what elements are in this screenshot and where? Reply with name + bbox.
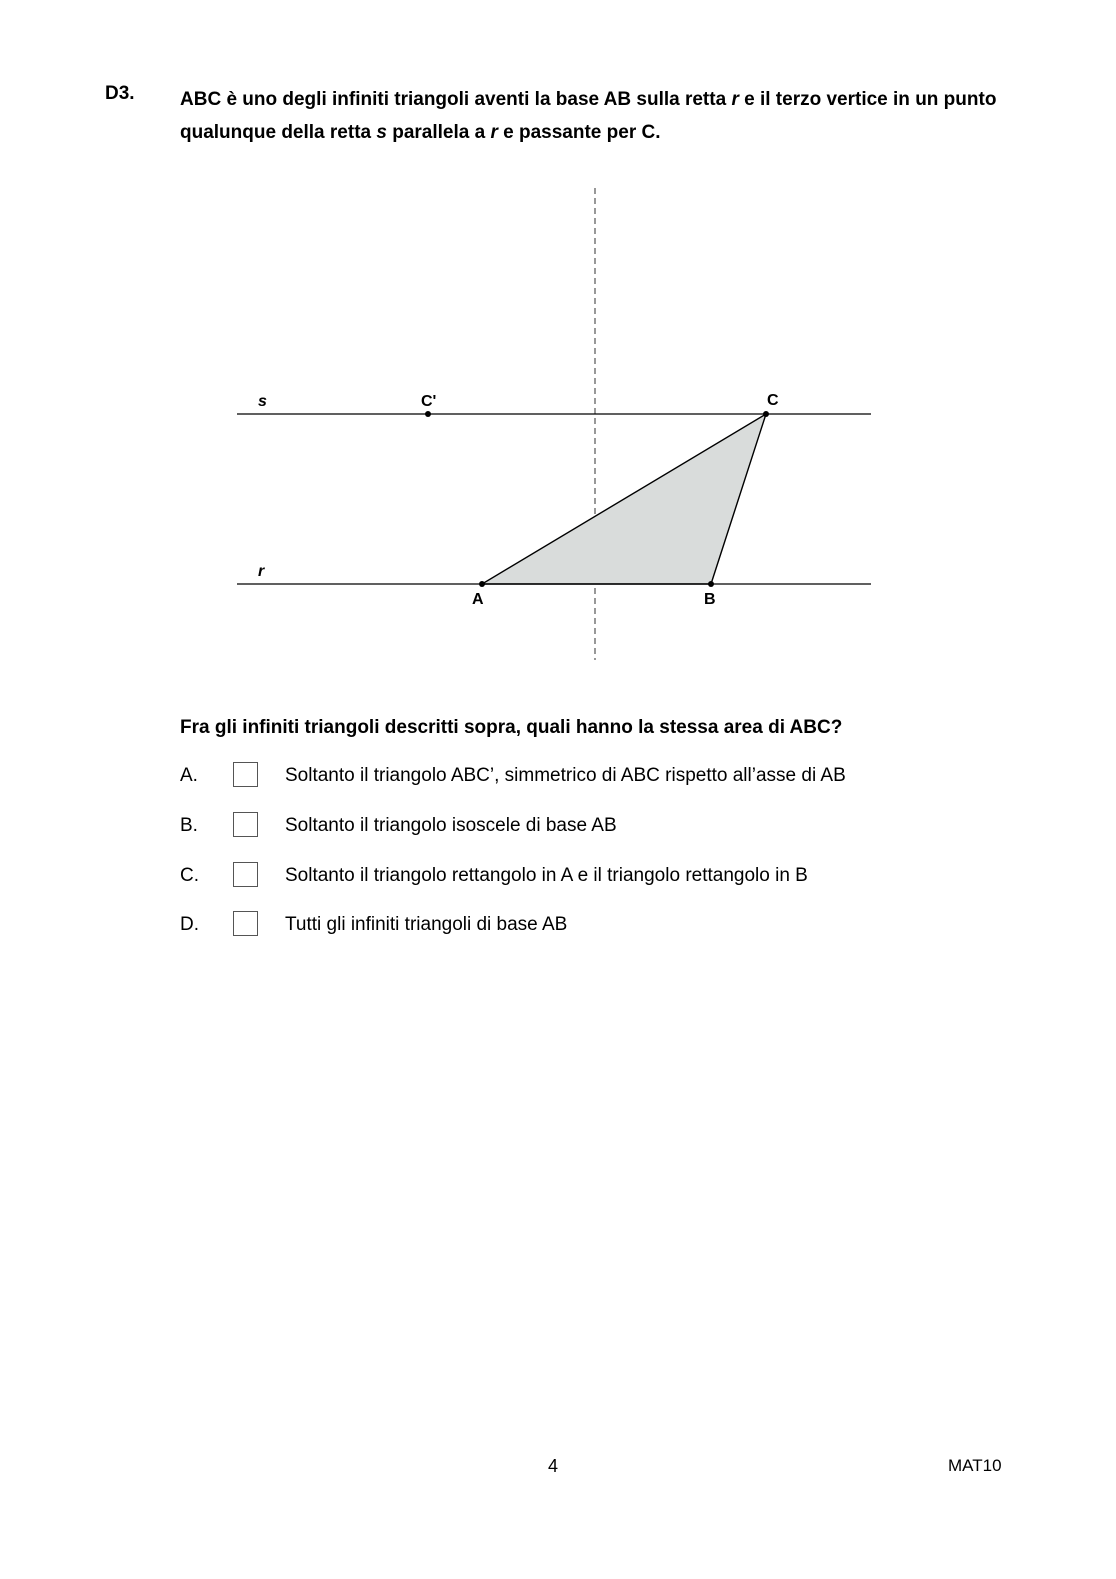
geometry-figure [0,0,1116,700]
line-r-label: r [258,563,265,580]
option-checkbox[interactable] [233,911,258,936]
point-c [763,411,769,417]
page-number: 4 [548,1456,559,1476]
option-letter: B. [180,815,198,836]
option-letter: D. [180,914,199,935]
label-a: A [472,591,484,608]
line-r-ref: r [490,122,498,143]
option-text: Soltanto il triangolo isoscele di base AB [285,815,617,836]
question-text-part: parallela a [386,122,491,143]
question-prompt: Fra gli infiniti triangoli descritti sopra, quali hanno la stessa area di ABC? [180,717,843,738]
option-letter: A. [180,765,198,786]
line-s-label: s [258,393,267,410]
document-code: MAT10 [948,1456,1002,1475]
point-c-prime [425,411,431,417]
option-checkbox[interactable] [233,862,258,887]
option-text: Soltanto il triangolo ABC’, simmetrico di ABC rispetto all’asse di AB [285,765,846,786]
triangle-abc [482,414,766,584]
option-letter: C. [180,865,199,886]
line-r-ref: r [731,89,739,110]
option-text: Soltanto il triangolo rettangolo in A e il triangolo rettangolo in B [285,865,808,886]
question-text-part: e il terzo vertice in un punto qualunque della retta [180,89,997,143]
label-c-prime: C' [421,393,437,410]
point-a [479,581,485,587]
line-s-ref: s [376,122,387,143]
question-number: D3. [105,83,135,104]
label-b: B [704,591,716,608]
question-text-part: e passante per C. [497,122,661,143]
point-b [708,581,714,587]
label-c: C [767,392,779,409]
option-checkbox[interactable] [233,812,258,837]
option-text: Tutti gli infiniti triangoli di base AB [285,914,568,935]
question-text-part: ABC è uno degli infiniti triangoli aventi la base AB sulla retta [180,89,732,110]
option-checkbox[interactable] [233,762,258,787]
